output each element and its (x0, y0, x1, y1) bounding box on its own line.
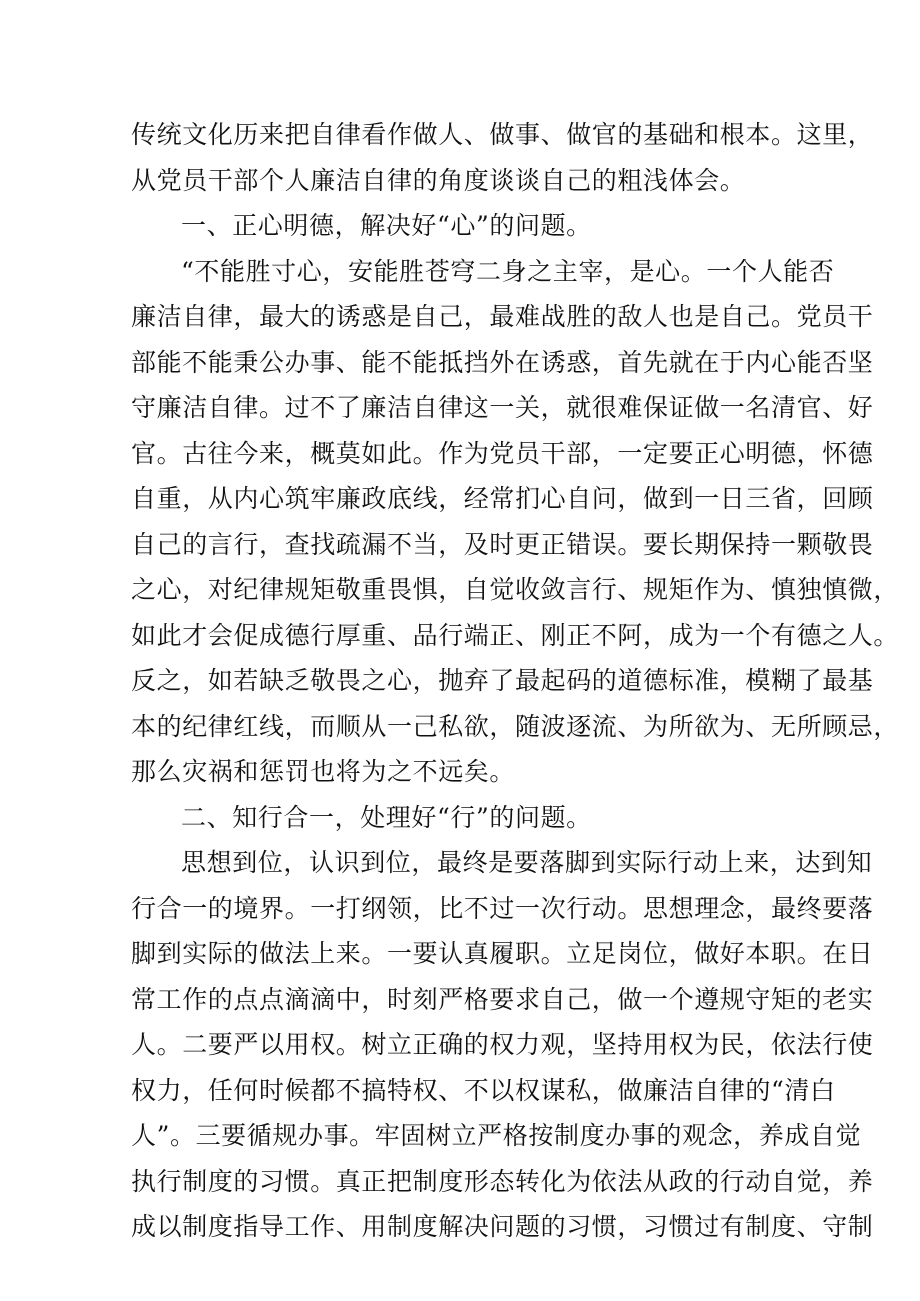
paragraph-first-line: “不能胜寸心，安能胜苍穹二身之主宰，是心。一个人能否 (181, 256, 835, 286)
text-line: 人。二要严以用权。树立正确的权力观，坚持用权为民，依法行使 (131, 1030, 874, 1059)
text-line: 部能不能秉公办事、能不能抵挡外在诱惑，首先就在于内心能否坚 (131, 347, 874, 377)
text-line: 自己的言行，查找疏漏不当，及时更正错误。要长期保持一颗敬畏 (131, 529, 874, 559)
text-line: 执行制度的习惯。真正把制度形态转化为依法从政的行动自觉，养 (131, 1166, 874, 1196)
text-line: 反之，如若缺乏敬畏之心，抛弃了最起码的道德标准，模糊了最基 (131, 666, 874, 695)
paragraph-first-line: 思想到位，认识到位，最终是要落脚到实际行动上来，达到知 (181, 848, 873, 877)
text-line: 之心，对纪律规矩敬重畏惧，自觉收敛言行、规矩作为、慎独慎微， (131, 575, 900, 604)
text-line: 如此才会促成德行厚重、品行端正、刚正不阿，成为一个有德之人。 (131, 620, 900, 650)
text-line: 权力，任何时候都不搞特权、不以权谋私，做廉洁自律的“清白 (131, 1075, 836, 1105)
section-heading: 一、正心明德，解决好“心”的问题。 (181, 211, 592, 240)
text-line: 廉洁自律，最大的诱惑是自己，最难战胜的敌人也是自己。党员干 (131, 302, 874, 331)
text-line: 人”。三要循规办事。牢固树立严格按制度办事的观念，养成自觉 (131, 1121, 862, 1150)
text-line: 常工作的点点滴滴中，时刻严格要求自己，做一个遵规守矩的老实 (131, 984, 874, 1014)
body-text (131, 112, 900, 1250)
text-line: 脚到实际的做法上来。一要认真履职。立足岗位，做好本职。在日 (131, 939, 874, 968)
text-line: 本的纪律红线，而顺从一己私欲，随波逐流、为所欲为、无所顾忌， (131, 711, 900, 741)
text-line: 守廉洁自律。过不了廉洁自律这一关，就很难保证做一名清官、好 (131, 393, 874, 422)
text-line: 传统文化历来把自律看作做人、做事、做官的基础和根本。这里， (131, 120, 874, 149)
text-line: 成以制度指导工作、用制度解决问题的习惯，习惯过有制度、守制 (131, 1212, 874, 1241)
text-line: 自重，从内心筑牢廉政底线，经常扪心自问，做到一日三省，回顾 (131, 484, 874, 513)
text-line: 官。古往今来，概莫如此。作为党员干部，一定要正心明德，怀德 (131, 438, 874, 468)
section-heading: 二、知行合一，处理好“行”的问题。 (181, 802, 592, 832)
text-line: 从党员干部个人廉洁自律的角度谈谈自己的粗浅体会。 (131, 165, 746, 195)
text-line: 行合一的境界。一打纲领，比不过一次行动。思想理念，最终要落 (131, 893, 874, 923)
text-line: 那么灾祸和惩罚也将为之不远矣。 (131, 757, 516, 786)
